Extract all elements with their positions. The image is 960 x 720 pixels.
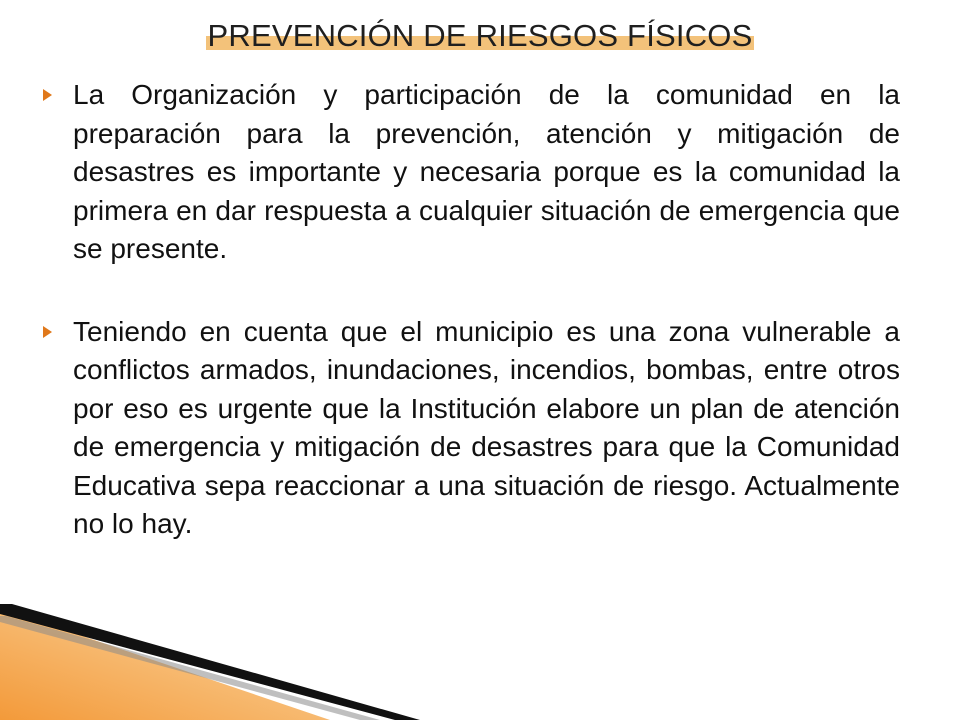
- triangle-bullet-icon: [43, 89, 52, 101]
- bullet-item-organizacion: [38, 76, 900, 269]
- bullet-text: Teniendo en cuenta que el municipio es una zona vulnerable a conflictos armados, inundaciones, incendios, bombas, entre otros por eso es urgente que la Institución elabore un plan de atención de emergencia y mitigación de desastres para que la Comunidad Educativa sepa reaccionar a una situación de riesgo. Actualmente no lo hay.: [73, 315, 900, 539]
- bullet-list: [38, 76, 900, 544]
- orange-wedge: [0, 608, 330, 720]
- bullet-item-municipio: [38, 313, 900, 544]
- triangle-bullet-icon: [43, 326, 52, 338]
- bullet-text: La Organización y participación de la comunidad en la preparación para la prevención, atención y mitigación de desastres es importante y necesaria porque es la comunidad la primera en dar respuesta a cualquier situación de emergencia que se presente.: [73, 79, 900, 264]
- slide-title-text: PREVENCIÓN DE RIESGOS FÍSICOS: [207, 18, 753, 53]
- corner-decoration: [0, 570, 440, 720]
- slide-title: [0, 18, 960, 54]
